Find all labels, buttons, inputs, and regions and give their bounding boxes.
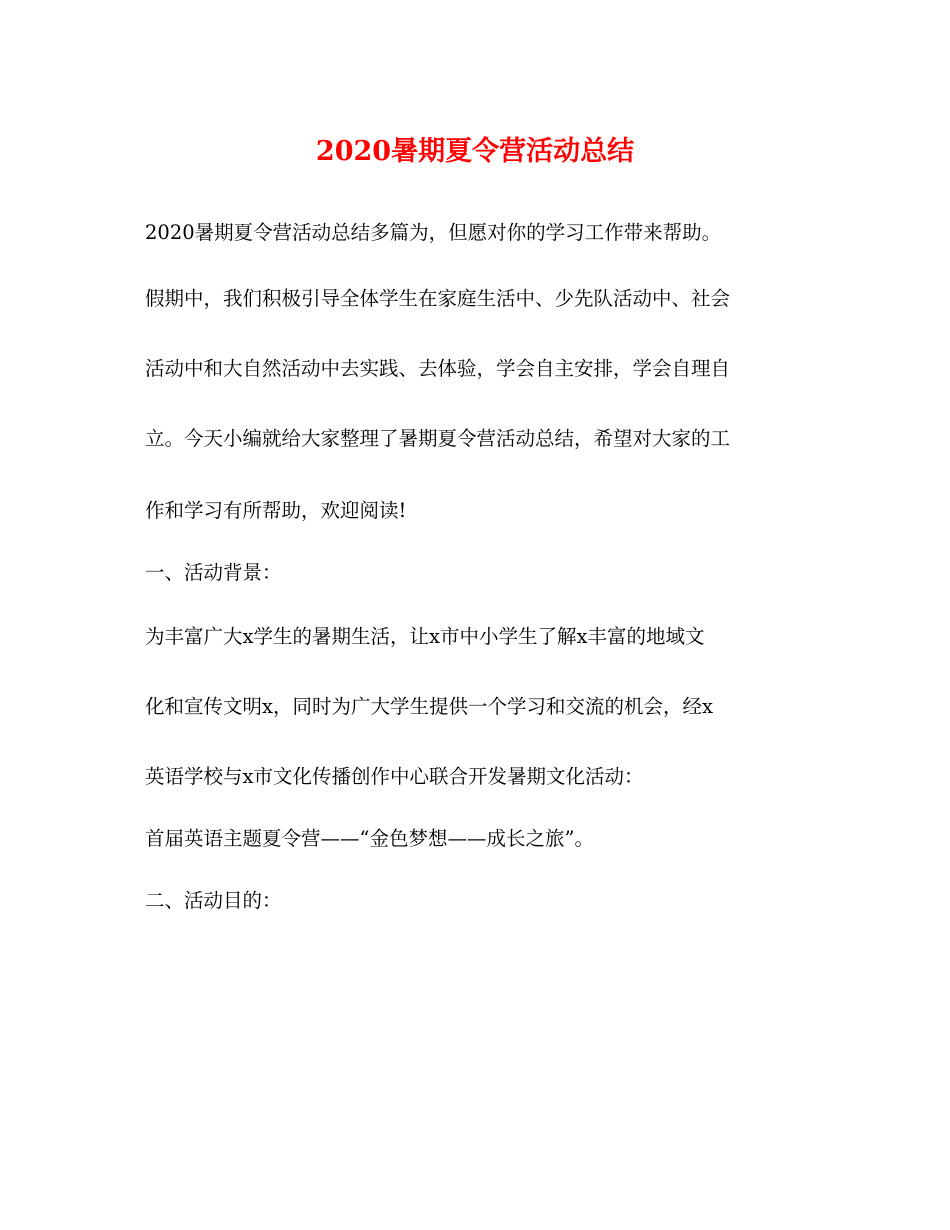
paragraph-line: 假期中，我们积极引导全体学生在家庭生活中、少先队活动中、社会: [145, 287, 731, 310]
paragraph-line: 作和学习有所帮助，欢迎阅读!: [145, 499, 407, 522]
document-title: 2020暑期夏令营活动总结: [315, 136, 635, 167]
paragraph-line: 立。今天小编就给大家整理了暑期夏令营活动总结，希望对大家的工: [145, 427, 731, 450]
paragraph-line: 活动中和大自然活动中去实践、去体验，学会自主安排，学会自理自: [145, 357, 731, 380]
section-heading-purpose: 二、活动目的：: [145, 889, 282, 912]
section-heading-background: 一、活动背景：: [145, 561, 282, 584]
paragraph-line: 化和宣传文明x，同时为广大学生提供一个学习和交流的机会，经x: [145, 695, 713, 718]
paragraph-line: 首届英语主题夏令营——“金色梦想——成长之旅”。: [145, 827, 594, 850]
paragraph-line: 英语学校与x市文化传播创作中心联合开发暑期文化活动：: [145, 765, 644, 788]
intro-line: 2020暑期夏令营活动总结多篇为，但愿对你的学习工作带来帮助。: [145, 221, 722, 244]
paragraph-line: 为丰富广大x学生的暑期生活，让x市中小学生了解x丰富的地域文: [145, 625, 705, 648]
